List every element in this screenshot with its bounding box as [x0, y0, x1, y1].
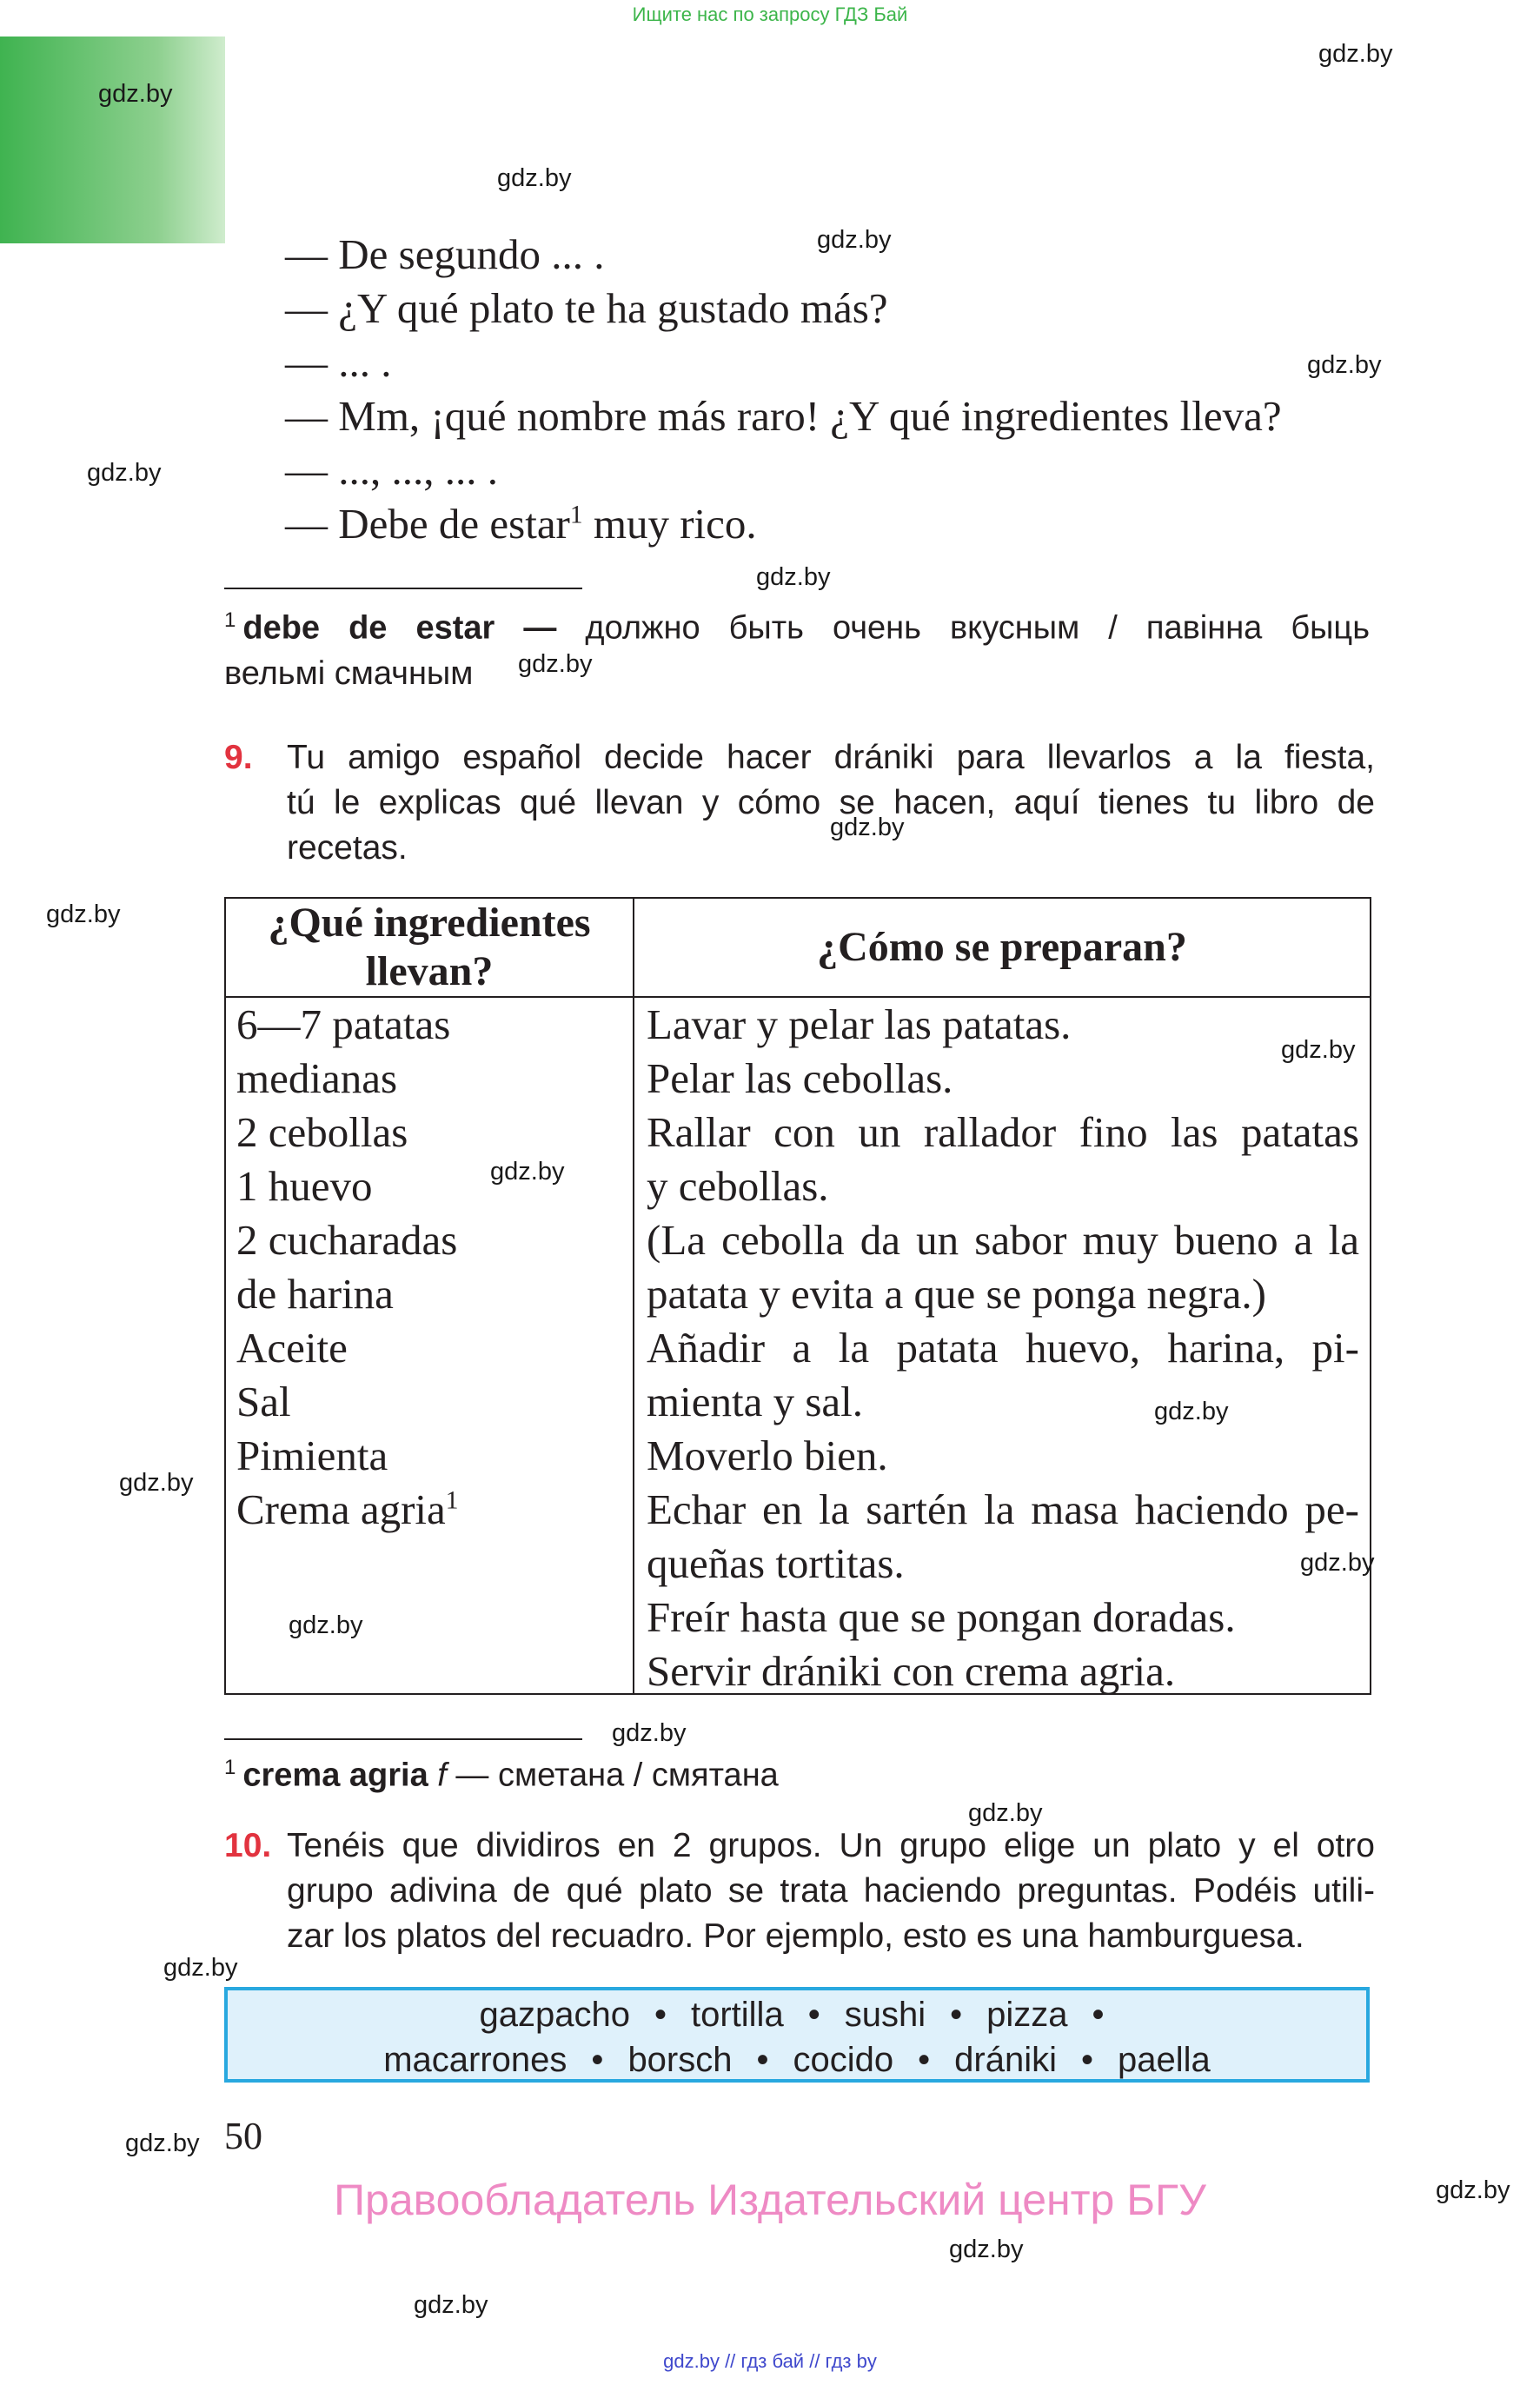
- dialogue: [285, 228, 1282, 551]
- watermark: gdz.by: [756, 563, 831, 591]
- dishes-row: [228, 1992, 1366, 2037]
- step-line: patata y evita a que se ponga negra.): [647, 1270, 1266, 1318]
- exercise-10: [0, 1824, 1540, 1963]
- ingredient-line: Sal: [236, 1378, 291, 1425]
- footnote-translation: — сметана / смятана: [446, 1757, 779, 1794]
- watermark: gdz.by: [98, 80, 173, 108]
- step-line: Echar en la sartén la masa haciendo pe-: [647, 1485, 1359, 1533]
- watermark: gdz.by: [949, 2236, 1024, 2263]
- watermark: gdz.by: [125, 2129, 200, 2157]
- bullet: •: [654, 1996, 667, 2034]
- step-line: Pelar las cebollas.: [647, 1054, 953, 1102]
- watermark: gdz.by: [289, 1611, 363, 1639]
- watermark: gdz.by: [490, 1158, 565, 1186]
- watermark: gdz.by: [46, 900, 121, 928]
- watermark: gdz.by: [968, 1799, 1043, 1827]
- bullet: •: [1092, 1996, 1105, 2034]
- ingredient-line: de harina: [236, 1270, 394, 1318]
- watermark: gdz.by: [414, 2291, 488, 2319]
- dialogue-line: — ¿Y qué plato te ha gustado más?: [285, 284, 888, 332]
- step-line: Lavar y pelar las patatas.: [647, 1000, 1072, 1048]
- watermark: gdz.by: [497, 164, 572, 192]
- watermark: gdz.by: [1154, 1398, 1229, 1425]
- step-line: (La cebolla da un sabor muy bueno a la: [647, 1216, 1359, 1264]
- step-line: y cebollas.: [647, 1162, 829, 1210]
- dish-item: gazpacho: [479, 1996, 630, 2034]
- bullet: •: [950, 1996, 963, 2034]
- watermark: gdz.by: [1436, 2176, 1510, 2204]
- copyright-holder: Правообладатель Издательский центр БГУ: [334, 2176, 1206, 2224]
- dialogue-line: — Mm, ¡qué nombre más raro! ¿Y qué ingredientes lleva?: [285, 392, 1282, 440]
- dishes-box: [224, 1987, 1370, 2083]
- bullet: •: [591, 2041, 604, 2079]
- dialogue-line: — ... .: [285, 338, 392, 386]
- bullet: •: [756, 2041, 769, 2079]
- dish-item: macarrones: [383, 2041, 568, 2079]
- footnote-number: 1: [224, 1756, 236, 1779]
- footer-links[interactable]: gdz.by // гдз бай // гдз by: [663, 2350, 877, 2372]
- ingredient-line: 1 huevo: [236, 1162, 373, 1210]
- header-steps: ¿Cómo se preparan?: [817, 924, 1187, 970]
- watermark: gdz.by: [830, 814, 905, 841]
- footnote-line: [224, 598, 1370, 651]
- header-text: llevan?: [365, 948, 494, 994]
- dish-item: paella: [1118, 2041, 1211, 2079]
- watermark: gdz.by: [87, 459, 162, 487]
- watermark: gdz.by: [119, 1469, 194, 1497]
- ingredient-text: Crema agria: [236, 1485, 446, 1533]
- ingredient-line: [236, 1483, 627, 1537]
- watermark: gdz.by: [1281, 1036, 1356, 1064]
- exercise-number: 9.: [224, 739, 253, 776]
- dish-item: borsch: [627, 2041, 733, 2079]
- exercise-line: grupo adivina de qué plato se trata haciendo preguntas. Podéis utili-: [287, 1872, 1375, 1910]
- exercise-line: zar los platos del recuadro. Por ejemplo, esto es una hamburguesa.: [287, 1917, 1304, 1955]
- dish-item: cocido: [793, 2041, 894, 2079]
- watermark: gdz.by: [163, 1954, 238, 1982]
- watermark: gdz.by: [817, 226, 892, 254]
- dialogue-line: [285, 497, 1282, 551]
- footnote-crema-agria: [224, 1745, 1370, 1798]
- exercise-number: 10.: [224, 1827, 272, 1864]
- table-column-divider: [633, 899, 634, 1693]
- dishes-row: [228, 2037, 1366, 2083]
- footnote-term: crema agria: [242, 1757, 428, 1794]
- steps-list: [647, 998, 1359, 1698]
- step-line: mienta y sal.: [647, 1378, 864, 1425]
- footnote-line: вельмі смачным: [224, 654, 474, 692]
- dialogue-line: — De segundo ... .: [285, 230, 605, 278]
- footnote-rule: [224, 1738, 582, 1740]
- footnote-translation: должно быть очень вкусным / павінна быць: [556, 609, 1370, 647]
- watermark: gdz.by: [518, 650, 593, 678]
- step-line: Añadir a la patata huevo, harina, pi-: [647, 1324, 1359, 1372]
- recipe-table: [224, 897, 1371, 1695]
- step-line: Servir drániki con crema agria.: [647, 1647, 1176, 1695]
- footnote-number: 1: [224, 608, 236, 632]
- ingredient-line: 6—7 patatas: [236, 1000, 451, 1048]
- watermark: gdz.by: [1307, 351, 1382, 379]
- footnote-rule: [224, 588, 582, 589]
- dialogue-text: — Debe de estar: [285, 500, 570, 548]
- footnote-marker: 1: [445, 1486, 459, 1515]
- dish-item: sushi: [844, 1996, 926, 2034]
- footnote-debe-de-estar: [224, 598, 1370, 696]
- dialogue-line: — ..., ..., ... .: [285, 446, 498, 494]
- header-text: ¿Qué ingredientes: [268, 900, 591, 946]
- header-ingredients: [226, 899, 633, 996]
- bullet: •: [807, 1996, 820, 2034]
- page-number: 50: [224, 2115, 262, 2157]
- ingredient-line: 2 cucharadas: [236, 1216, 458, 1264]
- exercise-9: [0, 735, 1540, 874]
- green-corner-block: [0, 37, 225, 243]
- ingredient-line: medianas: [236, 1054, 398, 1102]
- dish-item: tortilla: [690, 1996, 784, 2034]
- exercise-line: Tu amigo español decide hacer drániki para llevarlos a la fiesta,: [287, 739, 1375, 776]
- watermark: gdz.by: [612, 1719, 687, 1747]
- dish-item: drániki: [954, 2041, 1057, 2079]
- step-line: Moverlo bien.: [647, 1432, 888, 1479]
- watermark: gdz.by: [1300, 1549, 1375, 1577]
- top-banner[interactable]: Ищите нас по запросу ГДЗ Бай: [632, 3, 908, 25]
- exercise-text: [287, 1824, 1375, 1959]
- step-line: queñas tortitas.: [647, 1539, 905, 1587]
- dialogue-text: muy rico.: [582, 500, 757, 548]
- footnote-gender: f: [437, 1757, 447, 1794]
- ingredients-list: [236, 998, 627, 1537]
- ingredient-line: Aceite: [236, 1324, 348, 1372]
- ingredient-line: 2 cebollas: [236, 1108, 408, 1156]
- exercise-line: tú le explicas qué llevan y cómo se hacen, aquí tienes tu libro de: [287, 784, 1375, 821]
- ingredient-line: Pimienta: [236, 1432, 388, 1479]
- bullet: •: [1081, 2041, 1094, 2079]
- step-line: Freír hasta que se pongan doradas.: [647, 1593, 1236, 1641]
- dish-item: pizza: [986, 1996, 1068, 2034]
- exercise-line: recetas.: [287, 829, 408, 867]
- step-line: Rallar con un rallador fino las patatas: [647, 1108, 1359, 1156]
- watermark: gdz.by: [1318, 40, 1393, 68]
- footnote-marker: 1: [569, 501, 583, 529]
- bullet: •: [918, 2041, 931, 2079]
- footnote-term: debe de estar —: [242, 609, 557, 647]
- exercise-text: [287, 735, 1375, 871]
- exercise-line: Tenéis que dividiros en 2 grupos. Un grupo elige un plato y el otro: [287, 1827, 1375, 1864]
